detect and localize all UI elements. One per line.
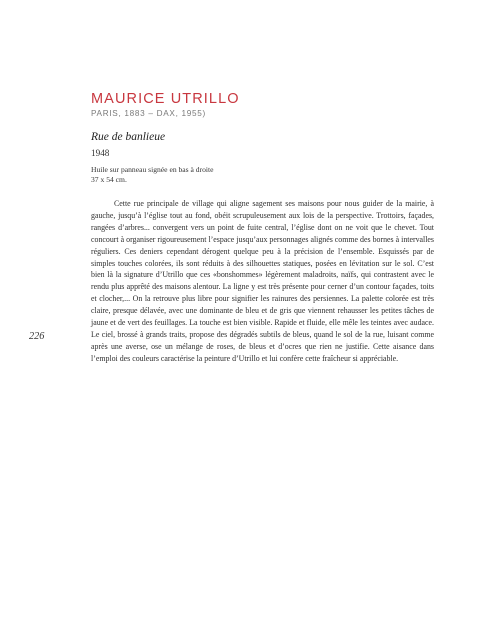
artist-dates: PARIS, 1883 – DAX, 1955) <box>91 109 206 118</box>
artist-name: MAURICE UTRILLO <box>91 91 240 107</box>
work-description: Cette rue principale de village qui aligne sagement ses maisons pour nous guider de la mairie, à gauche, jusqu’à l’église tout au fond, obéit scrupuleusement aux lois de la perspective. Trottoirs, façades, rangées d’arbres... convergent vers un point de fuite central, l’église dont on ne voit que le chevet. Tout concourt à organiser rigoureusement l’espace jusqu’aux personnages alignés comme des bornes à intervalles réguliers. Ces deniers cependant dérogent quelque peu à la précision de l’ensemble. Esquissés par de simples touches colorées, ils sont réduits à des silhouettes statiques, posées en lévitation sur le sol. C’est bien là la signature d’Utrillo que ces «bonshommes» légèrement maladroits, naïfs, qui contrastent avec le rendu plus apprêté des maisons alentour. La ligne y est très présente pour cerner d’un contour façades, toits et clocher,... On la retrouve plus libre pour signifier les rainures des persiennes. La palette colorée est très claire, presque délavée, avec une dominante de bleu et de gris que viennent rehausser les petites tâches de jaune et de vert des feuillages. La touche est bien visible. Rapide et fluide, elle mêle les teintes avec audace. Le ciel, brossé à grands traits, propose des dégradés subtils de bleus, quand le sol de la rue, luisant comme après une averse, ose un mélange de roses, de bleus et d’ocres que rien ne justifie. Cette aisance dans l’emploi des couleurs caractérise la peinture d’Utrillo et lui confère cette fraîcheur si appréciable. <box>91 199 434 363</box>
work-details <box>91 165 214 185</box>
work-medium: Huile sur panneau signée en bas à droite <box>91 165 214 174</box>
work-dimensions: 37 x 54 cm. <box>91 175 127 184</box>
work-title: Rue de banlieue <box>91 131 166 143</box>
page-number: 226 <box>29 331 45 342</box>
work-year: 1948 <box>91 148 110 158</box>
